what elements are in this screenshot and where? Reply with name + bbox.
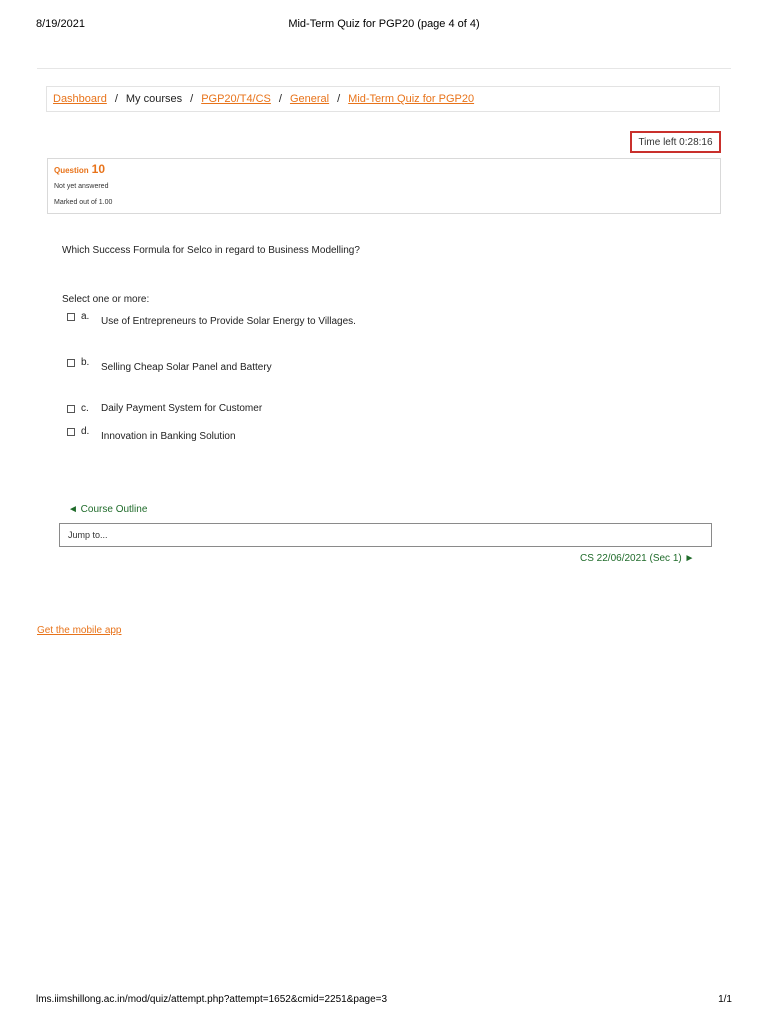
question-text: Which Success Formula for Selco in regard to Business Modelling? bbox=[62, 245, 360, 256]
option-text[interactable]: Selling Cheap Solar Panel and Battery bbox=[101, 362, 272, 373]
breadcrumb-general[interactable]: General bbox=[289, 93, 330, 105]
option-text[interactable]: Use of Entrepreneurs to Provide Solar Energy to Villages. bbox=[101, 316, 356, 327]
breadcrumb-separator: / bbox=[190, 93, 194, 105]
breadcrumb-separator: / bbox=[337, 93, 341, 105]
answer-prompt: Select one or more: bbox=[62, 294, 150, 305]
question-info bbox=[47, 158, 721, 214]
checkbox-a[interactable] bbox=[67, 313, 75, 321]
checkbox-b[interactable] bbox=[67, 359, 75, 367]
option-letter: d. bbox=[81, 426, 90, 437]
print-header bbox=[0, 18, 768, 34]
question-number bbox=[54, 162, 714, 176]
checkbox-c[interactable] bbox=[67, 405, 75, 413]
jump-to-select[interactable]: Jump to... bbox=[59, 523, 712, 547]
mobile-app-link[interactable]: Get the mobile app bbox=[37, 625, 122, 636]
question-num: 10 bbox=[91, 162, 106, 176]
breadcrumb-dashboard[interactable]: Dashboard bbox=[53, 93, 107, 105]
print-url: lms.iimshillong.ac.in/mod/quiz/attempt.php?attempt=1652&cmid=2251&page=3 bbox=[36, 994, 388, 1005]
option-letter: a. bbox=[81, 311, 90, 322]
question-label: Question bbox=[54, 166, 89, 175]
breadcrumb-quiz[interactable]: Mid-Term Quiz for PGP20 bbox=[348, 93, 475, 105]
breadcrumb-separator: / bbox=[114, 93, 118, 105]
question-state: Not yet answered bbox=[54, 183, 109, 190]
breadcrumb-course[interactable]: PGP20/T4/CS bbox=[201, 93, 271, 105]
option-text[interactable]: Daily Payment System for Customer bbox=[101, 403, 263, 414]
print-title: Mid-Term Quiz for PGP20 (page 4 of 4) bbox=[288, 18, 480, 30]
print-page-count: 1/1 bbox=[718, 994, 732, 1005]
breadcrumb bbox=[46, 86, 720, 112]
breadcrumb-my-courses: My courses bbox=[125, 93, 183, 105]
next-activity-link[interactable]: CS 22/06/2021 (Sec 1) ► bbox=[580, 553, 695, 564]
prev-activity-link[interactable]: ◄ Course Outline bbox=[68, 504, 148, 515]
print-footer bbox=[0, 994, 768, 1008]
breadcrumb-separator: / bbox=[278, 93, 282, 105]
option-text[interactable]: Innovation in Banking Solution bbox=[101, 431, 236, 442]
checkbox-d[interactable] bbox=[67, 428, 75, 436]
quiz-timer: Time left 0:28:16 bbox=[630, 131, 721, 153]
print-date: 8/19/2021 bbox=[36, 18, 85, 30]
option-letter: b. bbox=[81, 357, 90, 368]
header-divider bbox=[37, 68, 731, 69]
option-letter: c. bbox=[81, 403, 89, 414]
question-grade: Marked out of 1.00 bbox=[54, 199, 113, 206]
